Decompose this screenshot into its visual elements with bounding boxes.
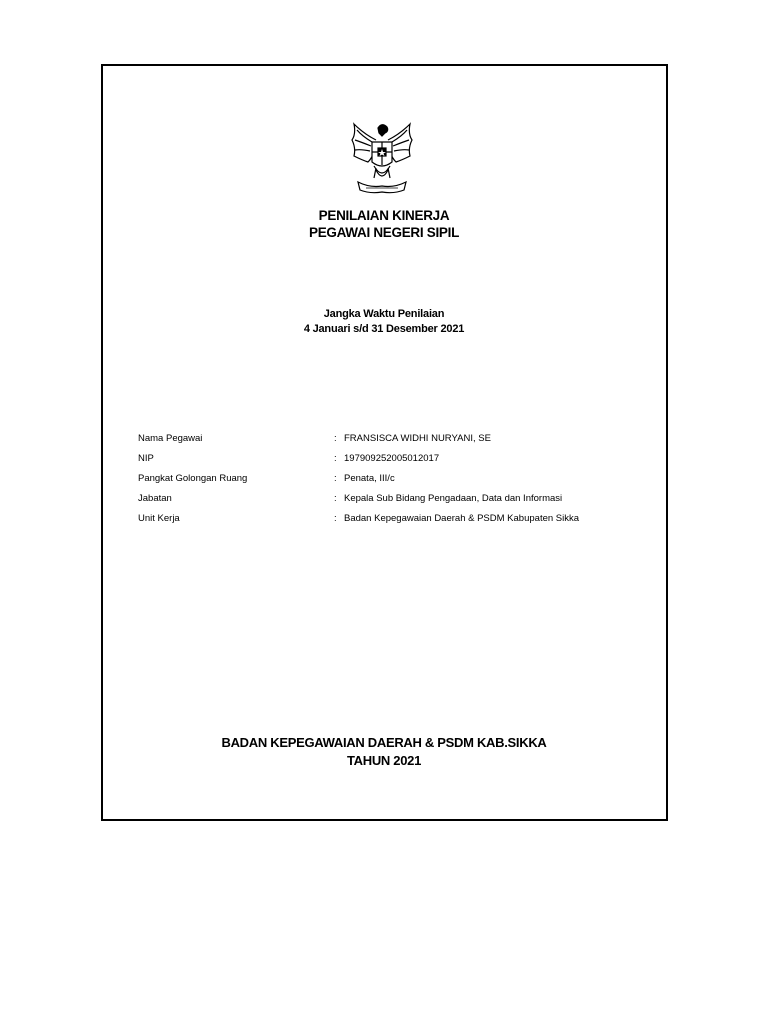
info-value: FRANSISCA WIDHI NURYANI, SE: [344, 432, 491, 444]
info-label: Pangkat Golongan Ruang: [138, 472, 248, 484]
info-value: 197909252005012017: [344, 452, 440, 464]
info-value: Kepala Sub Bidang Pengadaan, Data dan Informasi: [344, 492, 563, 504]
info-label: NIP: [138, 452, 154, 464]
info-row-rank: [138, 468, 638, 488]
garuda-emblem-icon: [346, 118, 418, 198]
info-row-position: [138, 488, 638, 508]
info-separator: :: [334, 472, 337, 484]
period-label: Jangka Waktu Penilaian: [323, 308, 445, 320]
info-value: Badan Kepegawaian Daerah & PSDM Kabupaten Sikka: [344, 512, 580, 524]
info-separator: :: [334, 432, 337, 444]
employee-info: [138, 428, 638, 528]
info-separator: :: [334, 512, 337, 524]
info-label: Jabatan: [138, 492, 172, 504]
info-row-unit: [138, 508, 638, 528]
footer-agency: BADAN KEPEGAWAIAN DAERAH & PSDM KAB.SIKKA: [221, 735, 547, 750]
info-label: Unit Kerja: [138, 512, 180, 524]
document-subtitle: PEGAWAI NEGERI SIPIL: [308, 225, 460, 240]
info-separator: :: [334, 492, 337, 504]
footer-year: TAHUN 2021: [346, 753, 422, 768]
info-separator: :: [334, 452, 337, 464]
info-label: Nama Pegawai: [138, 432, 203, 444]
period-value: 4 Januari s/d 31 Desember 2021: [303, 323, 465, 335]
document-title: PENILAIAN KINERJA: [318, 208, 450, 223]
info-value: Penata, III/c: [344, 472, 395, 484]
info-row-name: [138, 428, 638, 448]
info-row-nip: [138, 448, 638, 468]
